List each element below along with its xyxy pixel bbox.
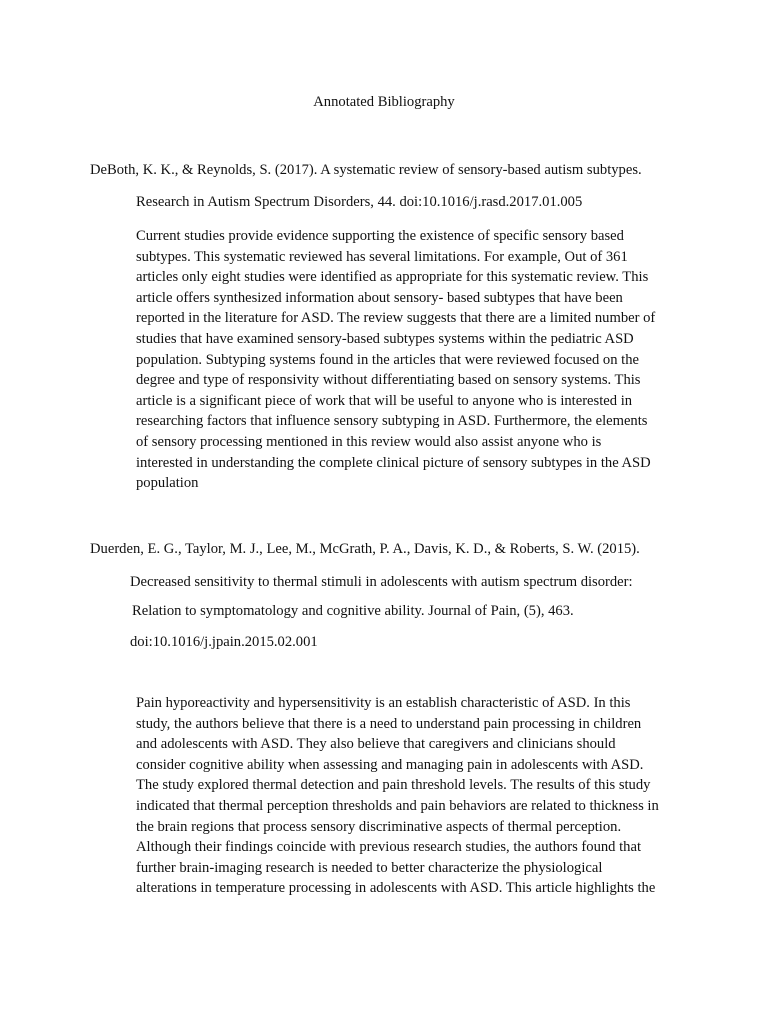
annotation-line: population <box>136 475 199 492</box>
annotation-line: articles only eight studies were identified as appropriate for this systematic review. This <box>136 269 649 286</box>
annotation-line: population. Subtyping systems found in the articles that were reviewed focused on the <box>136 351 639 368</box>
annotation-line: and adolescents with ASD. They also believe that caregivers and clinicians should <box>136 736 616 753</box>
annotation-line: degree and type of responsivity without differentiating based on sensory systems. This <box>136 372 641 389</box>
annotation-line: interested in understanding the complete clinical picture of sensory subtypes in the ASD <box>136 454 651 471</box>
entry-2-citation-line-2: Decreased sensitivity to thermal stimuli in adolescents with autism spectrum disorder: <box>130 574 633 590</box>
entry-2-citation-line-3: Relation to symptomatology and cognitive ability. Journal of Pain, (5), 463. <box>132 603 574 619</box>
annotation-line: The study explored thermal detection and pain threshold levels. The results of this study <box>136 777 651 794</box>
annotation-line: Current studies provide evidence supporting the existence of specific sensory based <box>136 228 624 244</box>
entry-1-citation-line-2: Research in Autism Spectrum Disorders, 44. doi:10.1016/j.rasd.2017.01.005 <box>136 194 583 210</box>
annotation-line: consider cognitive ability when assessing and managing pain in adolescents with ASD. <box>136 756 644 773</box>
annotation-line: of sensory processing mentioned in this review would also assist anyone who is <box>136 433 602 450</box>
annotation-line: further brain-imaging research is needed to better characterize the physiological <box>136 859 603 876</box>
entry-2-citation-line-1: Duerden, E. G., Taylor, M. J., Lee, M., McGrath, P. A., Davis, K. D., & Roberts, S. W. (2015). <box>90 541 640 557</box>
entry-2-citation-line-4: doi:10.1016/j.jpain.2015.02.001 <box>130 634 318 650</box>
entry-1-citation-line-1: DeBoth, K. K., & Reynolds, S. (2017). A systematic review of sensory-based autism subtypes. <box>90 162 642 178</box>
annotation-line: article offers synthesized information about sensory- based subtypes that have been <box>136 289 623 306</box>
page-title: Annotated Bibliography <box>313 94 455 110</box>
annotation-line: study, the authors believe that there is a need to understand pain processing in children <box>136 715 642 732</box>
annotation-line: studies that have examined sensory-based subtypes systems within the pediatric ASD <box>136 330 634 347</box>
annotation-line: Although their findings coincide with previous research studies, the authors found that <box>136 839 641 856</box>
entry-1-annotation <box>136 226 655 494</box>
annotation-line: Pain hyporeactivity and hypersensitivity is an establish characteristic of ASD. In this <box>136 695 631 711</box>
annotation-line: subtypes. This systematic reviewed has several limitations. For example, Out of 361 <box>136 248 628 265</box>
annotation-line: researching factors that influence sensory subtyping in ASD. Furthermore, the elements <box>136 413 648 430</box>
entry-2-annotation <box>136 693 659 899</box>
annotation-line: article is a significant piece of work that will be useful to anyone who is interested in <box>136 392 633 409</box>
annotation-line: the brain regions that process sensory discriminative aspects of thermal perception. <box>136 818 622 835</box>
annotation-line: alterations in temperature processing in adolescents with ASD. This article highlights the <box>136 880 656 897</box>
annotation-line: indicated that thermal perception thresholds and pain behaviors are related to thickness in <box>136 797 659 814</box>
annotation-line: reported in the literature for ASD. The review suggests that there are a limited number of <box>136 310 656 327</box>
